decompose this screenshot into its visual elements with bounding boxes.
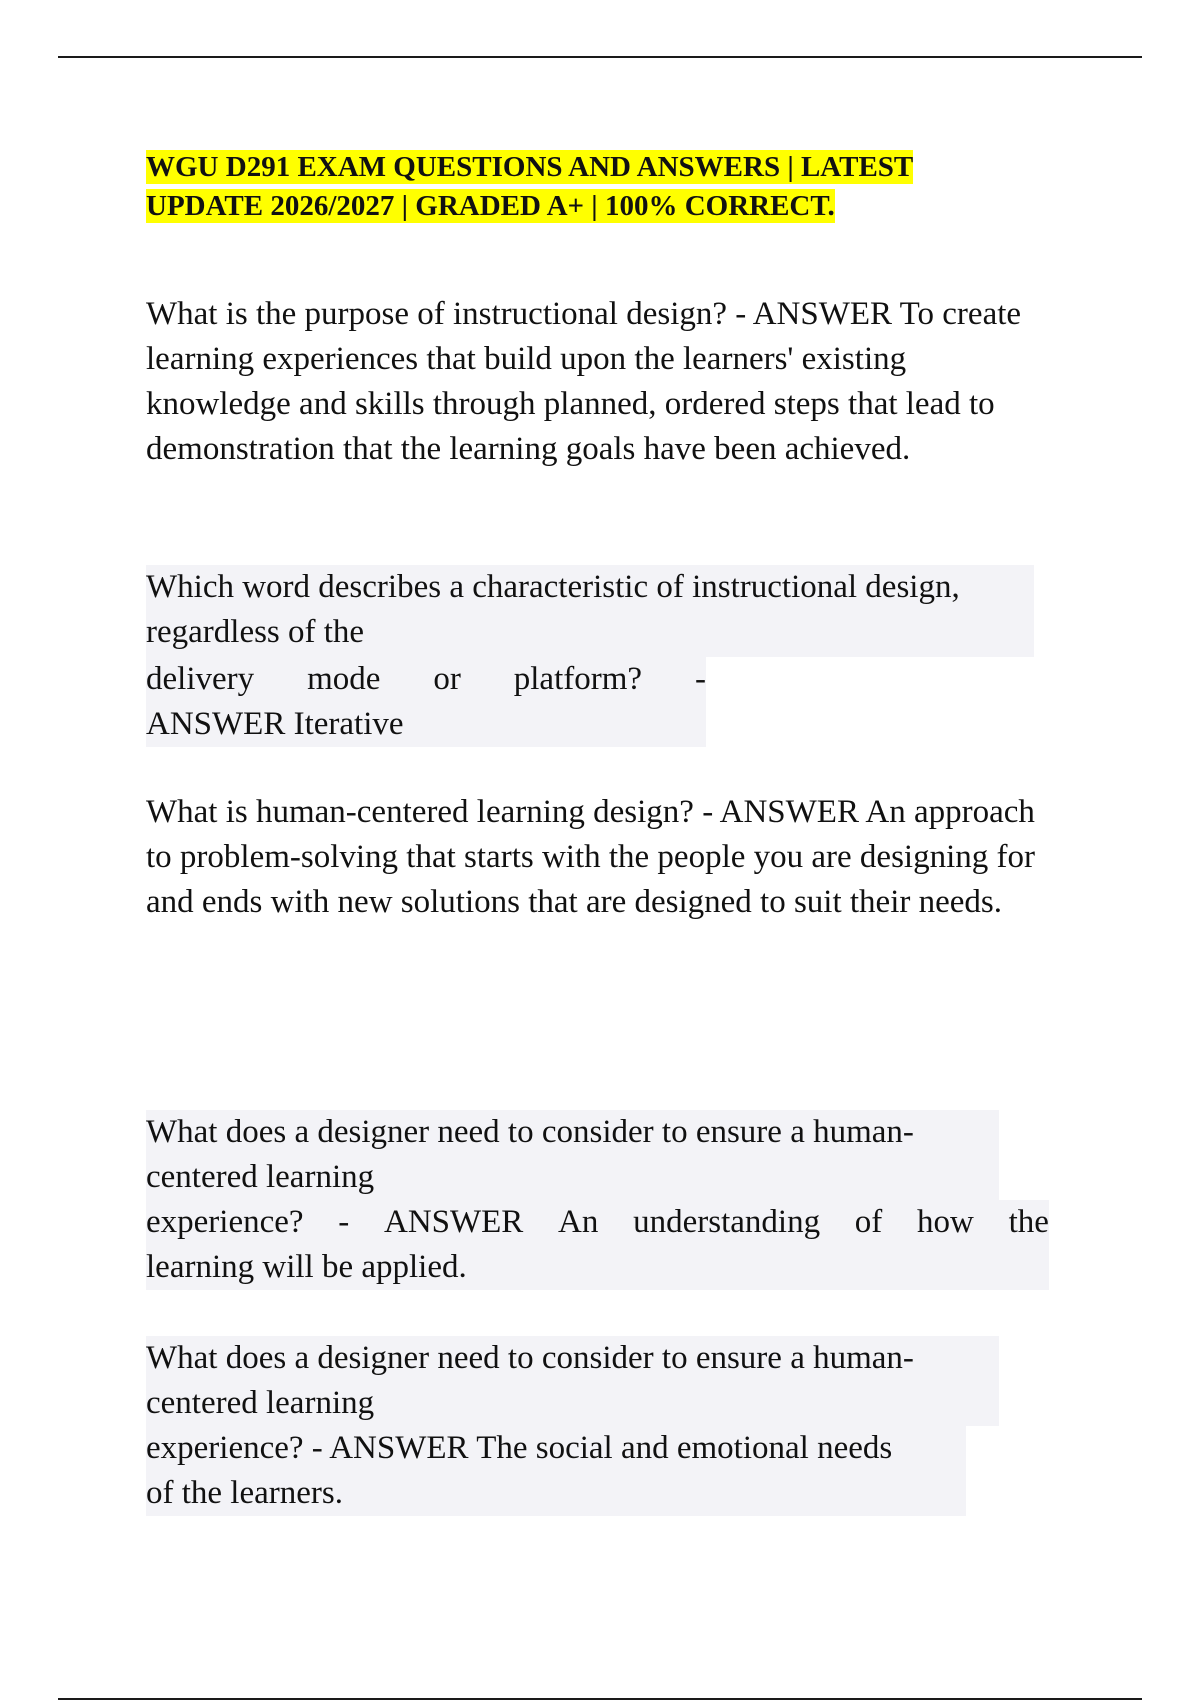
word: -: [338, 1204, 350, 1240]
question-line-1: What does a designer need to consider to ensure a human-: [146, 1114, 914, 1150]
question-line-2: regardless of the: [146, 614, 365, 650]
document-title: [146, 148, 1046, 226]
answer-block: [146, 1200, 1049, 1290]
word: of: [854, 1204, 883, 1240]
question-line-2: centered learning: [146, 1385, 375, 1421]
word: understanding: [633, 1204, 821, 1240]
question-line-3: [146, 657, 706, 702]
qa-human-centered-learning-design: [146, 790, 1046, 925]
word: the: [1008, 1204, 1049, 1240]
word: -: [694, 661, 706, 697]
question-line-3: [146, 1200, 1049, 1245]
answer-line: ANSWER Iterative: [146, 706, 404, 742]
word: ANSWER: [383, 1204, 524, 1240]
word: or: [433, 661, 461, 697]
answer-block: [146, 657, 706, 747]
question-block: [146, 565, 1034, 657]
question-line-2: centered learning: [146, 1159, 375, 1195]
qa-purpose-of-instructional-design: [146, 292, 1046, 472]
qa-human-centered-experience-application: [146, 1110, 1049, 1290]
qa-human-centered-experience-needs: [146, 1336, 999, 1516]
answer-line-2: of the learners.: [146, 1475, 343, 1511]
title-line-1: WGU D291 EXAM QUESTIONS AND ANSWERS | LATEST: [146, 151, 914, 183]
qa-text: What is human-centered learning design? - ANSWER An approach to problem-solving that starts with the people you are designing for and ends with new solutions that are designed to suit their needs.: [146, 794, 1035, 920]
answer-line: learning will be applied.: [146, 1249, 467, 1285]
question-block: [146, 1336, 999, 1426]
answer-block: [146, 1426, 966, 1516]
answer-line-1: experience? - ANSWER The social and emotional needs: [146, 1430, 893, 1466]
question-line-1: Which word describes a characteristic of instructional design,: [146, 569, 960, 605]
top-rule: [58, 56, 1142, 58]
question-line-1: What does a designer need to consider to ensure a human-: [146, 1340, 914, 1376]
word: mode: [307, 661, 381, 697]
qa-instructional-design-characteristic: [146, 565, 1034, 747]
word: An: [558, 1204, 599, 1240]
title-line-2: UPDATE 2026/2027 | GRADED A+ | 100% CORRECT.: [146, 190, 835, 222]
word: platform?: [513, 661, 643, 697]
word: how: [917, 1204, 974, 1240]
word: experience?: [146, 1204, 304, 1240]
question-block: [146, 1110, 999, 1200]
word: delivery: [146, 661, 255, 697]
qa-text: What is the purpose of instructional design? - ANSWER To create learning experiences that build upon the learners' existing knowledge and skills through planned, ordered steps that lead to demonstration that the learning goals have been achieved.: [146, 296, 1022, 467]
